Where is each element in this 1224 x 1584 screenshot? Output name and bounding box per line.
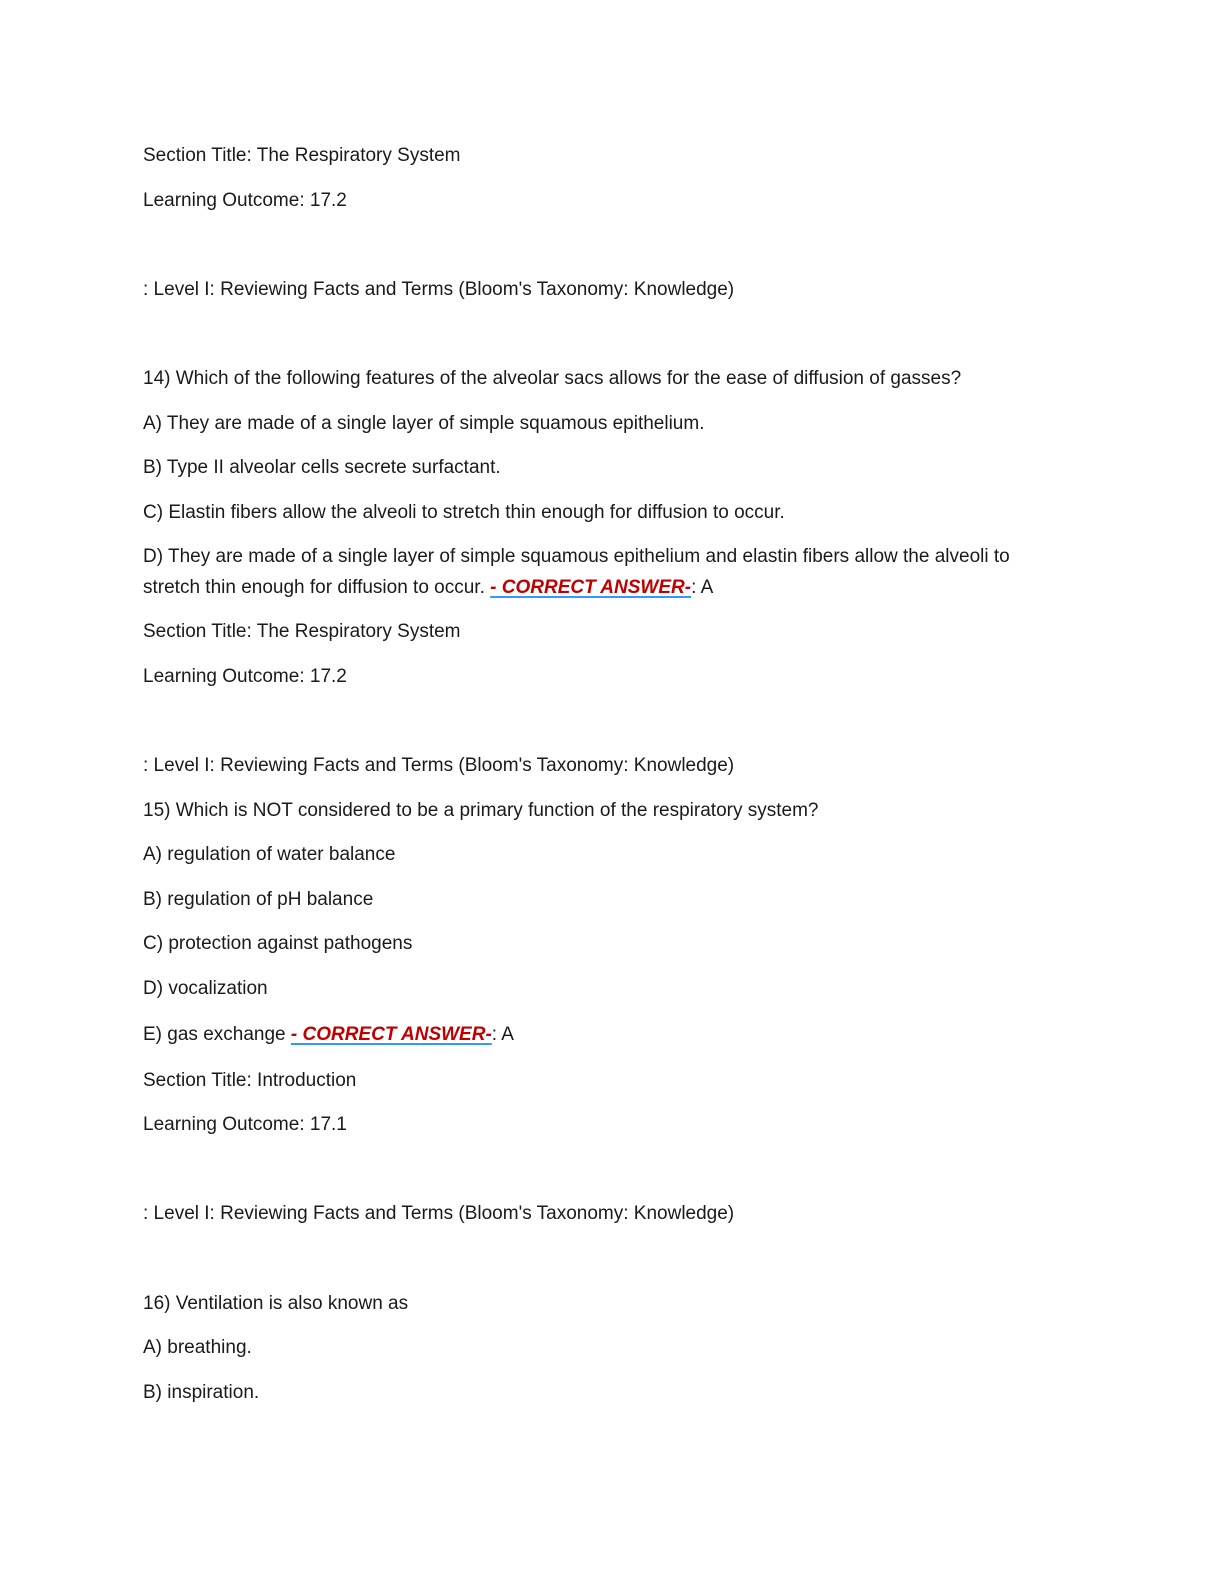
q14-option-d-line2 xyxy=(143,573,1083,603)
q15-learning-outcome: Learning Outcome: 17.1 xyxy=(143,1114,347,1135)
q15-correct-answer-label: - CORRECT ANSWER- xyxy=(290,1024,492,1045)
q14-learning-outcome: Learning Outcome: 17.2 xyxy=(143,666,347,687)
q15-bloom-level: : Level I: Reviewing Facts and Terms (Bloom's Taxonomy: Knowledge) xyxy=(143,1203,735,1224)
q14-bloom-level: : Level I: Reviewing Facts and Terms (Bloom's Taxonomy: Knowledge) xyxy=(143,755,735,776)
q16-option-a: A) breathing. xyxy=(143,1337,252,1358)
q14-option-a: A) They are made of a single layer of simple squamous epithelium. xyxy=(143,413,705,434)
question-15: 15) Which is NOT considered to be a primary function of the respiratory system? xyxy=(143,800,819,821)
q15-option-e-text: E) gas exchange xyxy=(143,1024,286,1045)
q15-option-a: A) regulation of water balance xyxy=(143,844,396,865)
q15-option-d: D) vocalization xyxy=(143,978,268,999)
question-16: 16) Ventilation is also known as xyxy=(143,1293,409,1314)
bloom-level: : Level I: Reviewing Facts and Terms (Bloom's Taxonomy: Knowledge) xyxy=(143,279,735,300)
q15-option-e xyxy=(143,1020,1083,1050)
section-title: Section Title: The Respiratory System xyxy=(143,145,461,166)
q14-answer-value: : A xyxy=(691,577,714,598)
q14-option-d-text: stretch thin enough for diffusion to occur. xyxy=(143,577,485,598)
q15-option-c: C) protection against pathogens xyxy=(143,933,413,954)
question-14: 14) Which of the following features of the alveolar sacs allows for the ease of diffusion of gasses? xyxy=(143,368,962,389)
q14-option-b: B) Type II alveolar cells secrete surfactant. xyxy=(143,457,501,478)
q15-section-title: Section Title: Introduction xyxy=(143,1070,357,1091)
q16-option-b: B) inspiration. xyxy=(143,1382,260,1403)
q14-option-c: C) Elastin fibers allow the alveoli to stretch thin enough for diffusion to occur. xyxy=(143,502,785,523)
q14-section-title: Section Title: The Respiratory System xyxy=(143,621,461,642)
q15-answer-value: : A xyxy=(491,1024,514,1045)
q14-option-d-line1: D) They are made of a single layer of simple squamous epithelium and elastin fibers allow the alveoli to xyxy=(143,546,1010,567)
q15-option-b: B) regulation of pH balance xyxy=(143,889,374,910)
learning-outcome: Learning Outcome: 17.2 xyxy=(143,190,347,211)
q14-correct-answer-label: - CORRECT ANSWER- xyxy=(490,577,692,598)
